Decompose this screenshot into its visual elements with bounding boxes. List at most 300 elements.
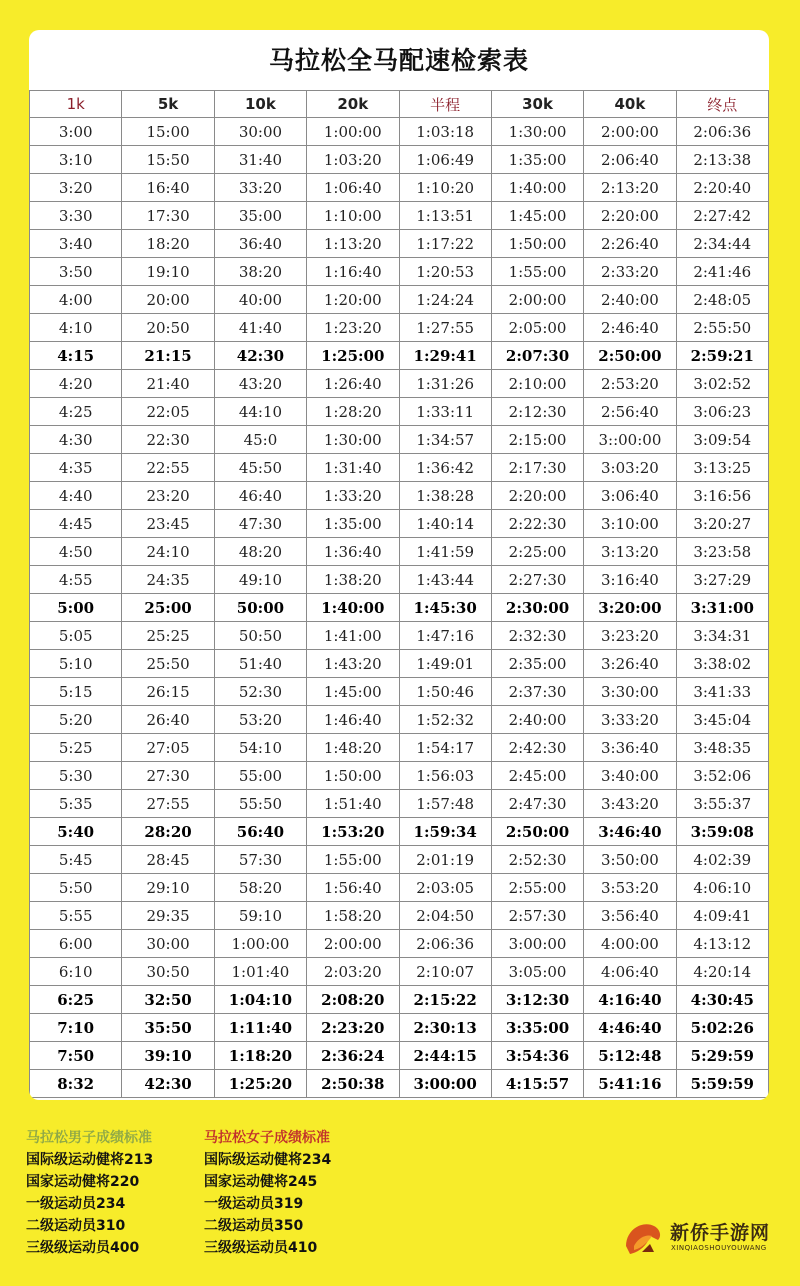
women-standards-title: 马拉松女子成绩标准 xyxy=(204,1130,330,1146)
table-cell: 4:40 xyxy=(30,482,122,510)
table-cell: 50:00 xyxy=(214,594,306,622)
table-cell: 2:56:40 xyxy=(584,398,676,426)
table-cell: 2:00:00 xyxy=(584,118,676,146)
table-cell: 51:40 xyxy=(214,650,306,678)
table-cell: 3:41:33 xyxy=(676,678,768,706)
women-standard-item: 三级级运动员410 xyxy=(204,1240,318,1256)
table-cell: 1:51:40 xyxy=(307,790,399,818)
table-cell: 1:10:20 xyxy=(399,174,491,202)
table-row xyxy=(30,622,769,650)
table-cell: 33:20 xyxy=(214,174,306,202)
table-cell: 31:40 xyxy=(214,146,306,174)
table-cell: 2:07:30 xyxy=(491,342,583,370)
table-cell: 3:56:40 xyxy=(584,902,676,930)
table-cell: 3:20 xyxy=(30,174,122,202)
men-standard-item: 三级级运动员400 xyxy=(26,1240,140,1256)
table-cell: 1:20:53 xyxy=(399,258,491,286)
table-cell: 2:05:00 xyxy=(491,314,583,342)
table-cell: 32:50 xyxy=(122,986,214,1014)
women-standard-item: 国家运动健将245 xyxy=(204,1174,318,1190)
table-cell: 44:10 xyxy=(214,398,306,426)
table-cell: 2:50:38 xyxy=(307,1070,399,1098)
table-cell: 2:06:36 xyxy=(399,930,491,958)
table-cell: 3:43:20 xyxy=(584,790,676,818)
table-cell: 5:25 xyxy=(30,734,122,762)
table-cell: 4:35 xyxy=(30,454,122,482)
table-cell: 4:20 xyxy=(30,370,122,398)
table-cell: 2:06:40 xyxy=(584,146,676,174)
women-standard-item: 一级运动员319 xyxy=(204,1196,304,1212)
table-cell: 1:50:46 xyxy=(399,678,491,706)
table-cell: 2:01:19 xyxy=(399,846,491,874)
column-header-1k: 1k xyxy=(30,91,122,118)
table-cell: 1:03:20 xyxy=(307,146,399,174)
table-cell: 1:13:20 xyxy=(307,230,399,258)
table-row xyxy=(30,650,769,678)
table-cell: 1:31:40 xyxy=(307,454,399,482)
table-cell: 3:59:08 xyxy=(676,818,768,846)
table-cell: 2:47:30 xyxy=(491,790,583,818)
table-cell: 4:06:40 xyxy=(584,958,676,986)
table-cell: 3:26:40 xyxy=(584,650,676,678)
table-row xyxy=(30,958,769,986)
table-row xyxy=(30,594,769,622)
table-cell: 1:52:32 xyxy=(399,706,491,734)
table-cell: 5:30 xyxy=(30,762,122,790)
column-header-30k: 30k xyxy=(491,91,583,118)
table-cell: 26:15 xyxy=(122,678,214,706)
table-cell: 23:45 xyxy=(122,510,214,538)
table-cell: 2:53:20 xyxy=(584,370,676,398)
table-cell: 1:36:42 xyxy=(399,454,491,482)
table-cell: 5:20 xyxy=(30,706,122,734)
table-row xyxy=(30,902,769,930)
table-row xyxy=(30,818,769,846)
table-cell: 2:30:00 xyxy=(491,594,583,622)
table-cell: 1:40:14 xyxy=(399,510,491,538)
table-cell: 27:30 xyxy=(122,762,214,790)
table-cell: 3:52:06 xyxy=(676,762,768,790)
table-row xyxy=(30,454,769,482)
pace-card xyxy=(29,30,769,1100)
table-cell: 42:30 xyxy=(214,342,306,370)
table-cell: 5:41:16 xyxy=(584,1070,676,1098)
table-cell: 28:20 xyxy=(122,818,214,846)
men-standard-item: 国家运动健将220 xyxy=(26,1174,140,1190)
table-cell: 2:50:00 xyxy=(491,818,583,846)
table-row xyxy=(30,174,769,202)
table-cell: 3:16:40 xyxy=(584,566,676,594)
table-cell: 4:13:12 xyxy=(676,930,768,958)
table-row xyxy=(30,846,769,874)
table-cell: 4:20:14 xyxy=(676,958,768,986)
table-cell: 1:45:00 xyxy=(307,678,399,706)
table-cell: 41:40 xyxy=(214,314,306,342)
table-cell: 3:35:00 xyxy=(491,1014,583,1042)
table-cell: 1:43:20 xyxy=(307,650,399,678)
table-cell: 1:38:28 xyxy=(399,482,491,510)
table-cell: 1:10:00 xyxy=(307,202,399,230)
table-cell: 1:56:40 xyxy=(307,874,399,902)
table-cell: 3:23:20 xyxy=(584,622,676,650)
table-cell: 35:50 xyxy=(122,1014,214,1042)
table-cell: 1:33:11 xyxy=(399,398,491,426)
table-cell: 24:10 xyxy=(122,538,214,566)
table-cell: 2:00:00 xyxy=(491,286,583,314)
table-cell: 2:23:20 xyxy=(307,1014,399,1042)
table-cell: 54:10 xyxy=(214,734,306,762)
table-cell: 3:30 xyxy=(30,202,122,230)
table-cell: 1:06:40 xyxy=(307,174,399,202)
table-cell: 55:00 xyxy=(214,762,306,790)
men-standard-item: 一级运动员234 xyxy=(26,1196,126,1212)
table-cell: 3:31:00 xyxy=(676,594,768,622)
table-row xyxy=(30,398,769,426)
table-cell: 1:35:00 xyxy=(491,146,583,174)
pace-table xyxy=(29,90,769,1098)
table-cell: 3:45:04 xyxy=(676,706,768,734)
table-cell: 20:50 xyxy=(122,314,214,342)
table-cell: 1:30:00 xyxy=(307,426,399,454)
table-cell: 3:34:31 xyxy=(676,622,768,650)
table-cell: 6:25 xyxy=(30,986,122,1014)
table-cell: 4:15:57 xyxy=(491,1070,583,1098)
table-cell: 4:30:45 xyxy=(676,986,768,1014)
table-cell: 1:06:49 xyxy=(399,146,491,174)
table-cell: 5:29:59 xyxy=(676,1042,768,1070)
table-row xyxy=(30,874,769,902)
table-cell: 2:55:50 xyxy=(676,314,768,342)
table-cell: 3:50 xyxy=(30,258,122,286)
table-header-row xyxy=(30,91,769,118)
table-cell: 4:30 xyxy=(30,426,122,454)
table-cell: 1:23:20 xyxy=(307,314,399,342)
table-cell: 2:12:30 xyxy=(491,398,583,426)
table-cell: 1:16:40 xyxy=(307,258,399,286)
table-cell: 3:00 xyxy=(30,118,122,146)
table-cell: 2:04:50 xyxy=(399,902,491,930)
table-row xyxy=(30,258,769,286)
column-header-5k: 5k xyxy=(122,91,214,118)
table-row xyxy=(30,566,769,594)
column-header-half: 半程 xyxy=(399,91,491,118)
table-cell: 2:25:00 xyxy=(491,538,583,566)
table-cell: 1:31:26 xyxy=(399,370,491,398)
table-row xyxy=(30,986,769,1014)
table-cell: 30:50 xyxy=(122,958,214,986)
table-cell: 7:50 xyxy=(30,1042,122,1070)
table-cell: 1:17:22 xyxy=(399,230,491,258)
table-cell: 4:09:41 xyxy=(676,902,768,930)
table-cell: 3:55:37 xyxy=(676,790,768,818)
table-cell: 1:28:20 xyxy=(307,398,399,426)
table-cell: 2:41:46 xyxy=(676,258,768,286)
table-cell: 1:11:40 xyxy=(214,1014,306,1042)
table-cell: 2:44:15 xyxy=(399,1042,491,1070)
table-row xyxy=(30,1070,769,1098)
table-row xyxy=(30,510,769,538)
table-cell: 53:20 xyxy=(214,706,306,734)
table-cell: 2:08:20 xyxy=(307,986,399,1014)
table-cell: 2:10:00 xyxy=(491,370,583,398)
table-cell: 4:02:39 xyxy=(676,846,768,874)
table-cell: 2:37:30 xyxy=(491,678,583,706)
table-cell: 4:45 xyxy=(30,510,122,538)
table-cell: 4:06:10 xyxy=(676,874,768,902)
table-row xyxy=(30,118,769,146)
watermark-subtext: XINQIAOSHOUYOUWANG xyxy=(671,1244,767,1252)
table-cell: 1:29:41 xyxy=(399,342,491,370)
table-cell: 7:10 xyxy=(30,1014,122,1042)
table-cell: 2:17:30 xyxy=(491,454,583,482)
table-cell: 1:38:20 xyxy=(307,566,399,594)
table-cell: 4:00 xyxy=(30,286,122,314)
table-cell: 1:57:48 xyxy=(399,790,491,818)
table-cell: 5:35 xyxy=(30,790,122,818)
women-standard-item: 国际级运动健将234 xyxy=(204,1152,332,1168)
table-cell: 3:05:00 xyxy=(491,958,583,986)
table-cell: 5:50 xyxy=(30,874,122,902)
table-cell: 3:06:40 xyxy=(584,482,676,510)
table-cell: 2:22:30 xyxy=(491,510,583,538)
table-cell: 30:00 xyxy=(214,118,306,146)
table-cell: 1:58:20 xyxy=(307,902,399,930)
table-cell: 47:30 xyxy=(214,510,306,538)
table-cell: 4:55 xyxy=(30,566,122,594)
table-cell: 3:30:00 xyxy=(584,678,676,706)
table-cell: 3:33:20 xyxy=(584,706,676,734)
table-cell: 19:10 xyxy=(122,258,214,286)
table-cell: 2:59:21 xyxy=(676,342,768,370)
table-cell: 1:36:40 xyxy=(307,538,399,566)
table-cell: 58:20 xyxy=(214,874,306,902)
page-title: 马拉松全马配速检索表 xyxy=(268,46,529,75)
table-cell: 3:23:58 xyxy=(676,538,768,566)
table-cell: 48:20 xyxy=(214,538,306,566)
standards-section xyxy=(26,1127,586,1257)
table-cell: 35:00 xyxy=(214,202,306,230)
table-cell: 1:27:55 xyxy=(399,314,491,342)
table-cell: 24:35 xyxy=(122,566,214,594)
table-cell: 1:00:00 xyxy=(307,118,399,146)
table-cell: 49:10 xyxy=(214,566,306,594)
table-cell: 46:40 xyxy=(214,482,306,510)
table-cell: 4:10 xyxy=(30,314,122,342)
table-cell: 18:20 xyxy=(122,230,214,258)
table-cell: 1:45:30 xyxy=(399,594,491,622)
table-cell: 15:00 xyxy=(122,118,214,146)
table-cell: 5:15 xyxy=(30,678,122,706)
table-cell: 45:50 xyxy=(214,454,306,482)
table-cell: 5:00 xyxy=(30,594,122,622)
table-cell: 22:30 xyxy=(122,426,214,454)
table-cell: 4:00:00 xyxy=(584,930,676,958)
table-cell: 3:27:29 xyxy=(676,566,768,594)
table-cell: 1:40:00 xyxy=(307,594,399,622)
table-cell: 1:20:00 xyxy=(307,286,399,314)
table-cell: 1:55:00 xyxy=(491,258,583,286)
table-cell: 1:50:00 xyxy=(307,762,399,790)
watermark xyxy=(620,1216,780,1264)
table-cell: 4:16:40 xyxy=(584,986,676,1014)
table-cell: 2:26:40 xyxy=(584,230,676,258)
table-cell: 3:09:54 xyxy=(676,426,768,454)
table-cell: 5:59:59 xyxy=(676,1070,768,1098)
table-cell: 3:20:00 xyxy=(584,594,676,622)
table-cell: 1:59:34 xyxy=(399,818,491,846)
table-cell: 5:40 xyxy=(30,818,122,846)
table-cell: 2:00:00 xyxy=(307,930,399,958)
table-cell: 4:50 xyxy=(30,538,122,566)
table-cell: 2:36:24 xyxy=(307,1042,399,1070)
table-cell: 15:50 xyxy=(122,146,214,174)
table-cell: 1:54:17 xyxy=(399,734,491,762)
table-cell: 36:40 xyxy=(214,230,306,258)
table-cell: 3:12:30 xyxy=(491,986,583,1014)
table-cell: 2:30:13 xyxy=(399,1014,491,1042)
table-cell: 27:55 xyxy=(122,790,214,818)
table-cell: 27:05 xyxy=(122,734,214,762)
table-cell: 3:10:00 xyxy=(584,510,676,538)
table-row xyxy=(30,1042,769,1070)
table-cell: 2:55:00 xyxy=(491,874,583,902)
table-cell: 21:15 xyxy=(122,342,214,370)
men-standards xyxy=(26,1127,153,1259)
table-cell: 5:02:26 xyxy=(676,1014,768,1042)
table-cell: 1:33:20 xyxy=(307,482,399,510)
table-cell: 3:46:40 xyxy=(584,818,676,846)
table-row xyxy=(30,790,769,818)
table-cell: 5:55 xyxy=(30,902,122,930)
table-cell: 20:00 xyxy=(122,286,214,314)
table-cell: 28:45 xyxy=(122,846,214,874)
table-cell: 1:56:03 xyxy=(399,762,491,790)
table-cell: 1:41:00 xyxy=(307,622,399,650)
table-cell: 3:20:27 xyxy=(676,510,768,538)
men-standard-item: 国际级运动健将213 xyxy=(26,1152,154,1168)
table-cell: 2:27:30 xyxy=(491,566,583,594)
table-cell: 17:30 xyxy=(122,202,214,230)
table-row xyxy=(30,1014,769,1042)
table-cell: 3:38:02 xyxy=(676,650,768,678)
table-cell: 3:36:40 xyxy=(584,734,676,762)
column-header-10k: 10k xyxy=(214,91,306,118)
table-cell: 1:34:57 xyxy=(399,426,491,454)
table-cell: 2:33:20 xyxy=(584,258,676,286)
table-cell: 1:35:00 xyxy=(307,510,399,538)
table-cell: 1:18:20 xyxy=(214,1042,306,1070)
table-row xyxy=(30,426,769,454)
table-cell: 3:48:35 xyxy=(676,734,768,762)
table-cell: 4:46:40 xyxy=(584,1014,676,1042)
table-cell: 2:13:20 xyxy=(584,174,676,202)
table-cell: 2:13:38 xyxy=(676,146,768,174)
table-cell: 3:53:20 xyxy=(584,874,676,902)
table-cell: 42:30 xyxy=(122,1070,214,1098)
men-standards-title: 马拉松男子成绩标准 xyxy=(26,1130,152,1146)
table-cell: 2:27:42 xyxy=(676,202,768,230)
table-cell: 1:55:00 xyxy=(307,846,399,874)
watermark-logo-icon xyxy=(620,1216,666,1262)
table-cell: 1:04:10 xyxy=(214,986,306,1014)
watermark-text: 新侨手游网 xyxy=(670,1222,771,1244)
table-row xyxy=(30,202,769,230)
table-row xyxy=(30,230,769,258)
table-row xyxy=(30,286,769,314)
table-cell: 3:00:00 xyxy=(491,930,583,958)
table-row xyxy=(30,146,769,174)
table-cell: 1:01:40 xyxy=(214,958,306,986)
table-cell: 2:20:40 xyxy=(676,174,768,202)
table-cell: 25:00 xyxy=(122,594,214,622)
table-cell: 1:48:20 xyxy=(307,734,399,762)
table-cell: 3:40 xyxy=(30,230,122,258)
table-cell: 16:40 xyxy=(122,174,214,202)
table-cell: 30:00 xyxy=(122,930,214,958)
table-cell: 4:25 xyxy=(30,398,122,426)
table-cell: 2:35:00 xyxy=(491,650,583,678)
table-cell: 2:10:07 xyxy=(399,958,491,986)
table-cell: 1:25:00 xyxy=(307,342,399,370)
table-cell: 22:55 xyxy=(122,454,214,482)
table-cell: 1:03:18 xyxy=(399,118,491,146)
table-cell: 1:25:20 xyxy=(214,1070,306,1098)
table-cell: 1:45:00 xyxy=(491,202,583,230)
table-cell: 21:40 xyxy=(122,370,214,398)
table-cell: 2:46:40 xyxy=(584,314,676,342)
table-cell: 2:48:05 xyxy=(676,286,768,314)
table-cell: 2:15:22 xyxy=(399,986,491,1014)
table-row xyxy=(30,482,769,510)
table-cell: 2:50:00 xyxy=(584,342,676,370)
column-header-finish: 终点 xyxy=(676,91,768,118)
table-row xyxy=(30,706,769,734)
table-cell: 2:15:00 xyxy=(491,426,583,454)
table-cell: 3::00:00 xyxy=(584,426,676,454)
table-cell: 55:50 xyxy=(214,790,306,818)
column-header-40k: 40k xyxy=(584,91,676,118)
table-cell: 1:13:51 xyxy=(399,202,491,230)
table-cell: 3:13:20 xyxy=(584,538,676,566)
table-cell: 25:25 xyxy=(122,622,214,650)
table-row xyxy=(30,538,769,566)
table-cell: 6:00 xyxy=(30,930,122,958)
table-row xyxy=(30,678,769,706)
table-cell: 39:10 xyxy=(122,1042,214,1070)
table-cell: 23:20 xyxy=(122,482,214,510)
table-row xyxy=(30,370,769,398)
table-cell: 22:05 xyxy=(122,398,214,426)
table-cell: 38:20 xyxy=(214,258,306,286)
table-cell: 26:40 xyxy=(122,706,214,734)
table-cell: 5:05 xyxy=(30,622,122,650)
table-cell: 2:03:05 xyxy=(399,874,491,902)
table-row xyxy=(30,314,769,342)
table-cell: 29:35 xyxy=(122,902,214,930)
table-cell: 2:52:30 xyxy=(491,846,583,874)
table-cell: 5:45 xyxy=(30,846,122,874)
table-cell: 1:40:00 xyxy=(491,174,583,202)
table-cell: 3:16:56 xyxy=(676,482,768,510)
table-cell: 5:12:48 xyxy=(584,1042,676,1070)
table-cell: 3:13:25 xyxy=(676,454,768,482)
table-cell: 8:32 xyxy=(30,1070,122,1098)
table-cell: 2:03:20 xyxy=(307,958,399,986)
table-row xyxy=(30,734,769,762)
table-cell: 57:30 xyxy=(214,846,306,874)
table-cell: 1:46:40 xyxy=(307,706,399,734)
table-cell: 5:10 xyxy=(30,650,122,678)
